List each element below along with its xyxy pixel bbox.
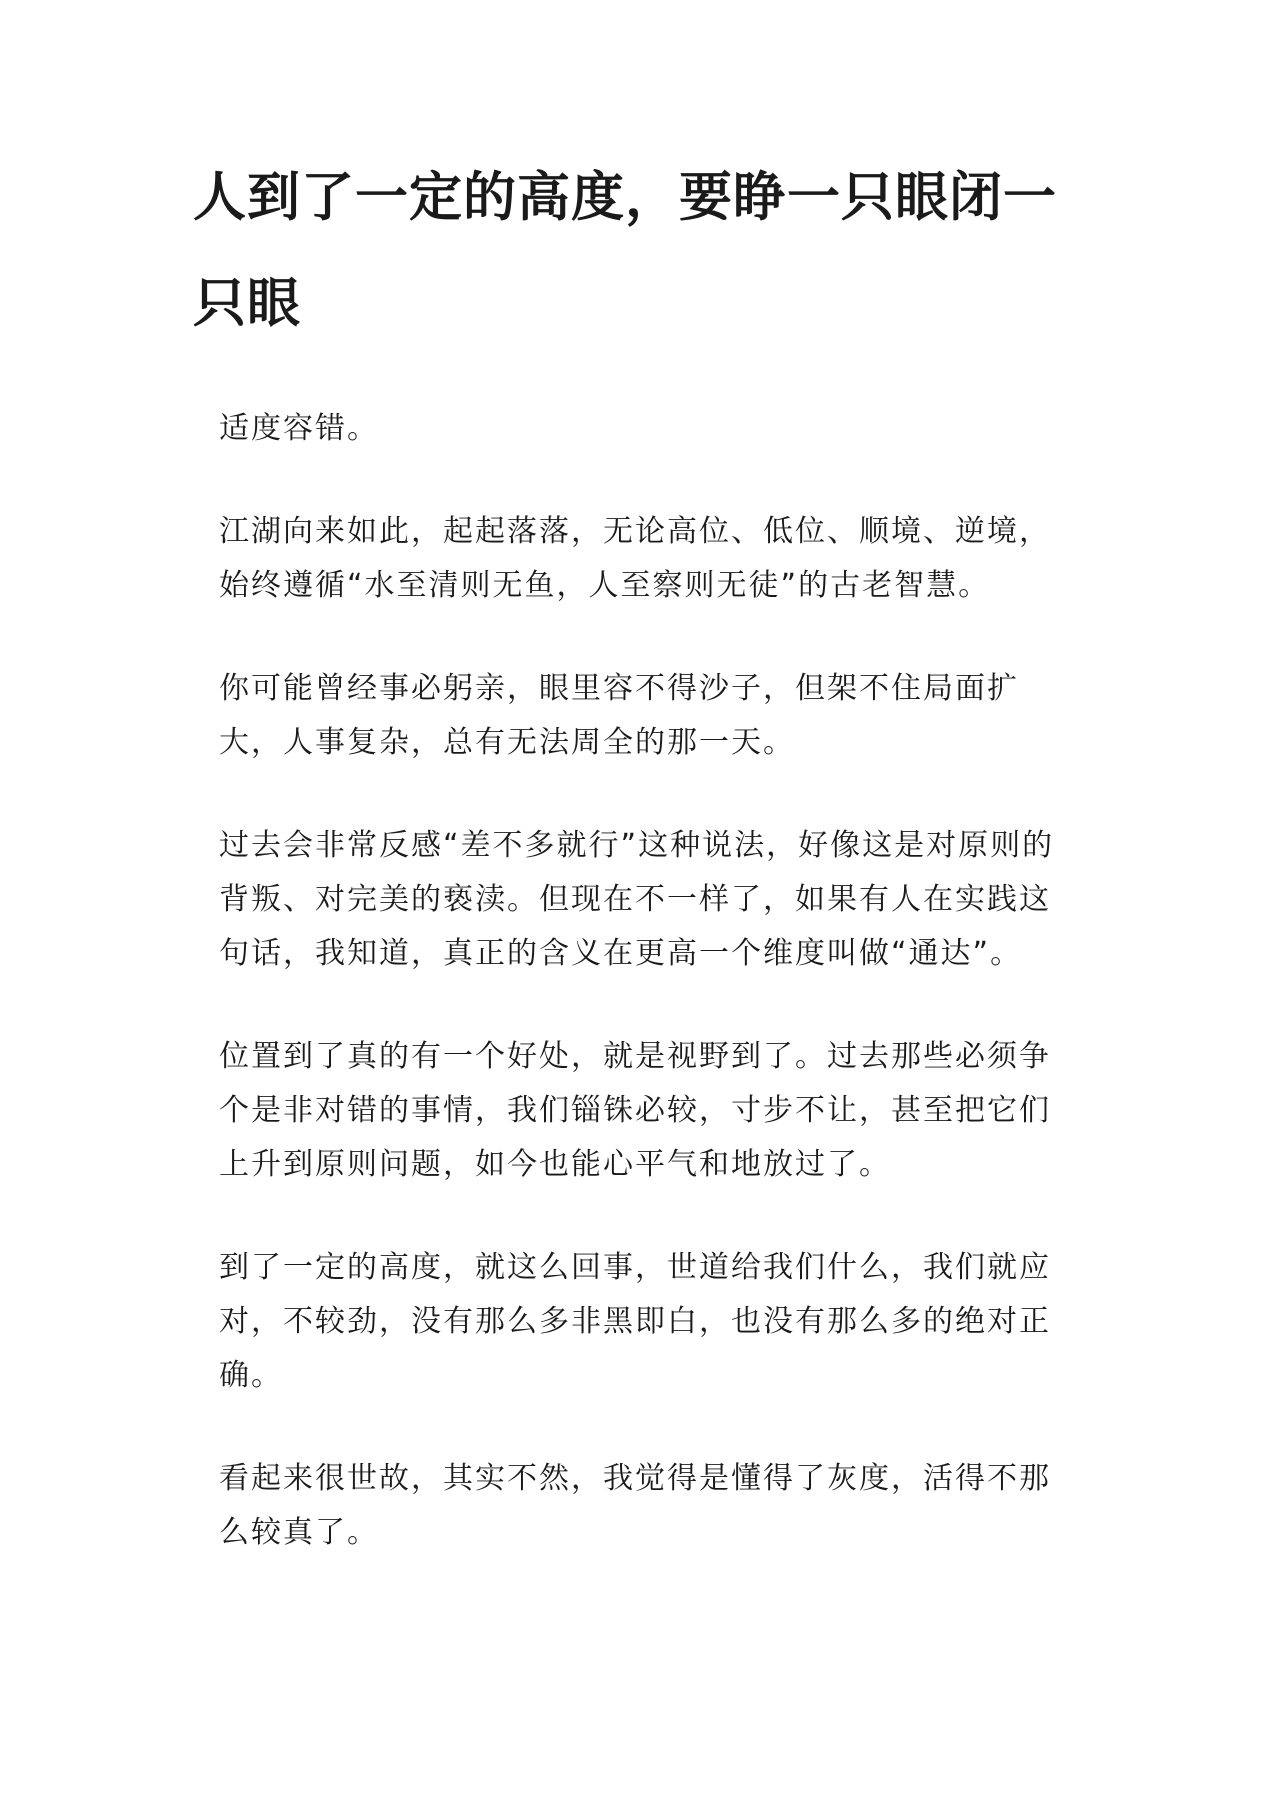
paragraph-5: 位置到了真的有一个好处，就是视野到了。过去那些必须争个是非对错的事情，我们锱铢必较，寸步不让，甚至把它们上升到原则问题，如今也能心平气和地放过了。 — [219, 1039, 1051, 1182]
paragraph-4: 过去会非常反感“差不多就行”这种说法，好像这是对原则的背叛、对完美的亵渎。但现在不一样了，如果有人在实践这句话，我知道，真正的含义在更高一个维度叫做“通达”。 — [219, 828, 1055, 971]
paragraph-3: 你可能曾经事必躬亲，眼里容不得沙子，但架不住局面扩大，人事复杂，总有无法周全的那一天。 — [219, 671, 1019, 760]
paragraph-1: 适度容错。 — [219, 411, 379, 446]
paragraph-7: 看起来很世故，其实不然，我觉得是懂得了灰度，活得不那么较真了。 — [219, 1461, 1051, 1550]
paragraph-2: 江湖向来如此，起起落落，无论高位、低位、顺境、逆境，始终遵循“水至清则无鱼，人至察则无徒”的古老智慧。 — [219, 514, 1051, 603]
paragraph-6: 到了一定的高度，就这么回事，世道给我们什么，我们就应对，不较劲，没有那么多非黑即白，也没有那么多的绝对正确。 — [219, 1250, 1051, 1393]
article-body — [219, 402, 1059, 1609]
article-title: 人到了一定的高度，要睁一只眼闭一只眼 — [193, 167, 1057, 334]
